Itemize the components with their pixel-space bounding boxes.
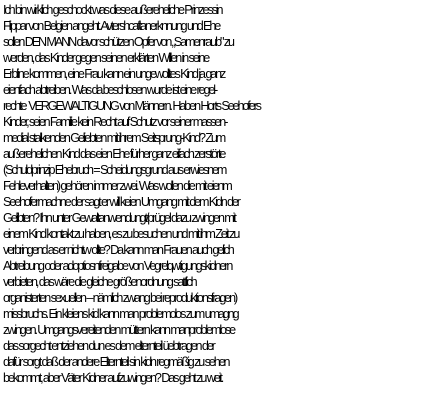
text-line-5: Erbline kommen, eine Frau kann ein ungewolltes Kind ja ganz [3,67,225,81]
text-line-9: medial stalkenden Geliebten mit ihrem Seitsprung-Kind? Zum [3,131,225,145]
text-line-10: außerehelichen Kind das eien Ehe fürher ganz eifach zerstörte [3,147,225,161]
text-line-4: werden, das Kinder gegen seinen erklärten Willen in seine [3,51,209,65]
text-line-17: Abtreibung oder adoptiosnfreigabe von Vegrelqwtigungskidnern [3,259,232,273]
document-body [3,2,424,408]
text-line-12: Fehleverhalten) gehören immer zwei. Was wollen die mit eienm [3,179,231,193]
text-line-18: verbieten, das wäre die gleiche größenordnung sattlich [3,275,196,289]
text-line-1: Ich bin wirklich geschockt was diese außereheliche Prinzessin [3,3,222,17]
text-line-8: Kinder, seien Familie kein Recht auf Schutz vor seiner massen- [3,115,227,129]
text-line-20: missbruchs. Ein kleiens kid kann man problemolos zum umagng [3,307,238,321]
text-line-6: eienfach abtreiben. Was da beschlosen wurde ist eine regel- [3,83,217,97]
text-line-24: bekommt, aber Väter Kidner aufzuwingen? Das geht zu weit. [3,371,223,385]
text-line-16: verbringend as er nichtw ollte? Da kann man Frauen auch gelich [3,243,233,257]
text-line-11: (Schuldprinzip Ehebruch = Scheidungsgrund aus erwiesnem [3,163,226,177]
text-line-21: zwingen. Umgangsvereitenden müttern kann manproblemlose [3,323,235,337]
text-line-3: sollen DEN MANN davor schützen Opfer von „Samenraub" zu [3,35,233,49]
text-line-23: dafür sorgt daß der andere Elternteil sin kidn regmäßig zu sehen [3,355,229,369]
text-line-2: Flippar von Belgien angeht. Avtershcaftanerknnung und Ehe [3,19,220,33]
text-line-22: das sorgecht entziehen dun es dem elternteil üebtragen der [3,339,214,353]
text-line-15: einem Kind kontakt zu haben, es zu besuchen und mit ihm Zeit zu [3,227,239,241]
text-line-13: Seehofermachne der sagt er will keien Umgang mit dem Kidn der [3,195,239,209]
text-line-7: rechte VERGEWALTIGUNG von Männern. Haben Horts Seehofers [3,99,260,113]
text-line-19: organisterten sexuellen – nämlich zwang bei reproduktionsfragen) [3,291,237,305]
text-line-14: Gelibten? Ihn unter Gewaltanwendungt/prügel dazu zwingen mit [3,211,235,225]
